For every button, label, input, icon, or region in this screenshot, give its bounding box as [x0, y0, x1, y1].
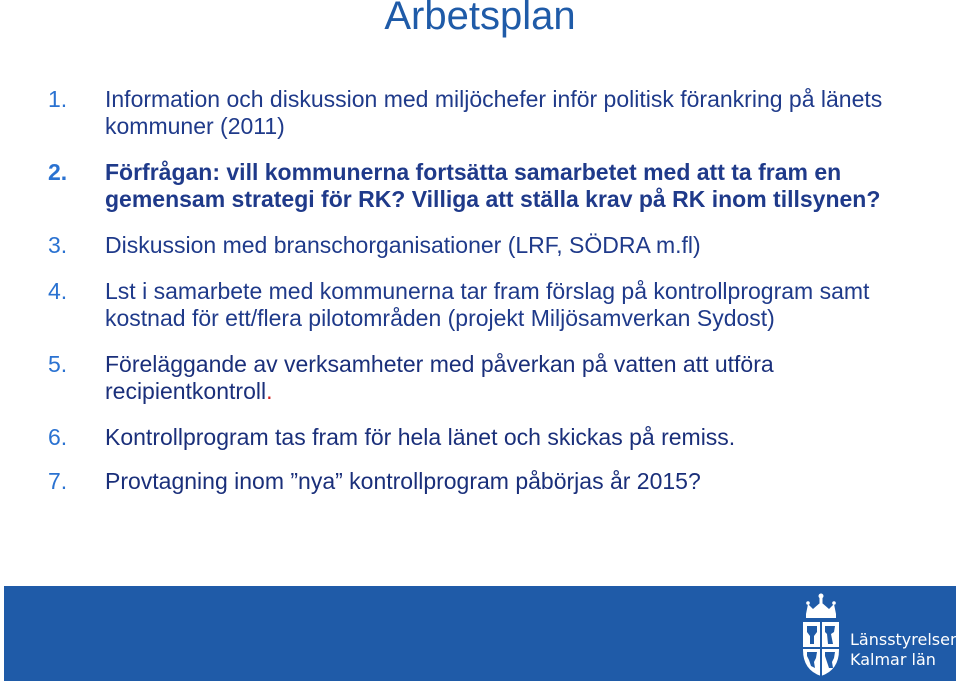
slide-title: Arbetsplan — [384, 0, 576, 38]
list-item — [48, 424, 928, 451]
list-item-trailing-period: . — [266, 378, 273, 404]
list-item — [48, 468, 928, 495]
list-item-text: Föreläggande av verksamheter med påverkan på vatten att utföra recipientkontroll — [105, 351, 774, 404]
county-crest-icon — [798, 592, 844, 678]
work-plan-list — [48, 86, 928, 495]
list-item-number: 5. — [48, 351, 68, 377]
list-item — [48, 86, 928, 140]
list-item-number: 3. — [48, 232, 68, 258]
org-logo — [798, 592, 958, 678]
list-item-text: Provtagning inom ”nya” kontrollprogram påbörjas år 2015? — [105, 468, 701, 494]
list-item-text: Lst i samarbete med kommunerna tar fram förslag på kontrollprogram samt kostnad för ett/flera pilotområden (projekt Miljösamverkan Sydost) — [105, 278, 870, 331]
list-item — [48, 159, 928, 213]
list-item-text: Diskussion med branschorganisationer (LRF, SÖDRA m.fl) — [105, 232, 701, 258]
org-name-line2: Kalmar län — [850, 650, 936, 669]
list-item — [48, 351, 928, 405]
list-item — [48, 278, 928, 332]
list-item — [48, 232, 928, 259]
list-item-text: Förfrågan: vill kommunerna fortsätta samarbetet med att ta fram en gemensam strategi för RK? Villiga att ställa krav på RK inom tillsynen? — [105, 159, 881, 212]
list-item-number: 1. — [48, 86, 68, 112]
list-item-text: Kontrollprogram tas fram för hela länet och skickas på remiss. — [105, 424, 736, 450]
org-name-line1: Länsstyrelsen — [850, 630, 960, 649]
list-item-number: 7. — [48, 468, 68, 494]
list-item-number: 2. — [48, 159, 68, 185]
list-item-text: Information och diskussion med miljöchefer inför politisk förankring på länets kommuner (2011) — [105, 86, 883, 139]
list-item-number: 4. — [48, 278, 68, 304]
list-item-number: 6. — [48, 424, 68, 450]
org-name — [850, 630, 960, 670]
